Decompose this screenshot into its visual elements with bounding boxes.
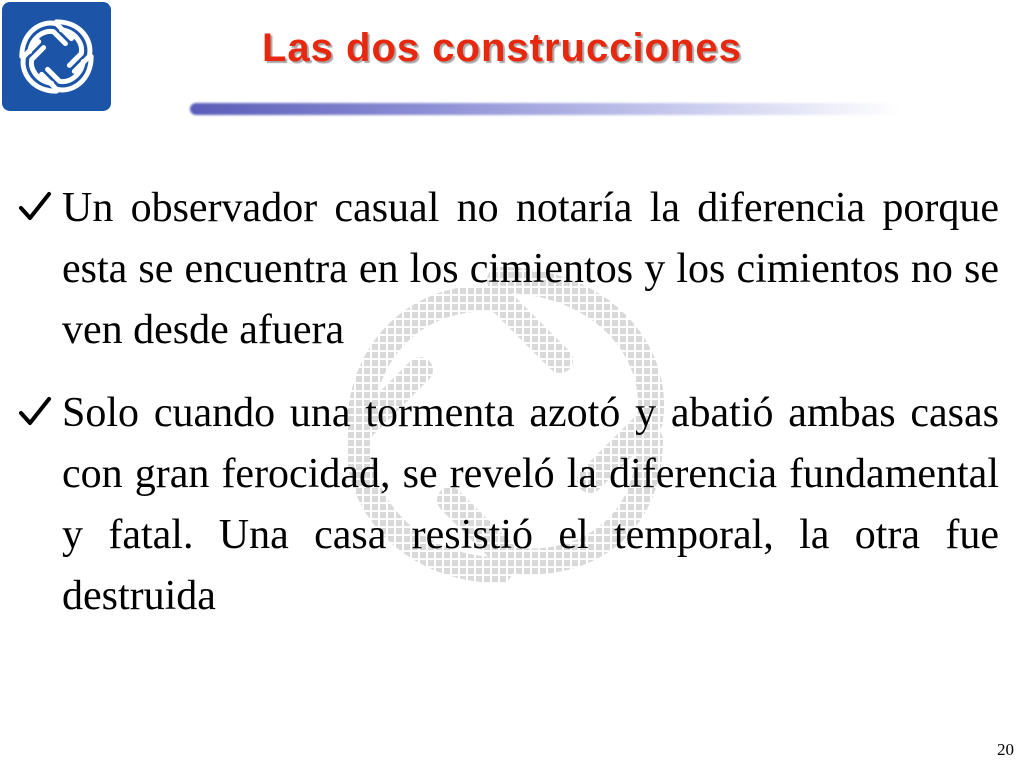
slide-title [0, 26, 1024, 86]
bullet-text: Solo cuando una tormenta azotó y abatió ambas casas con gran ferocidad, se reveló la diferencia fundamental y fatal. Una casa resistió el temporal, la otra fue destruida [62, 390, 999, 619]
bullet-list [14, 178, 999, 649]
checkmark-icon [18, 395, 52, 429]
checkmark-icon [18, 190, 52, 224]
bullet-text: Un observador casual no notaría la diferencia porque esta se encuentra en los cimientos y los cimientos no se ven desde afuera [62, 185, 999, 353]
title-underline-bar [190, 103, 900, 115]
slide-title-text: Las dos construcciones [262, 26, 742, 70]
bullet-item [14, 383, 999, 627]
bullet-item [14, 178, 999, 361]
page-number: 20 [997, 740, 1014, 759]
